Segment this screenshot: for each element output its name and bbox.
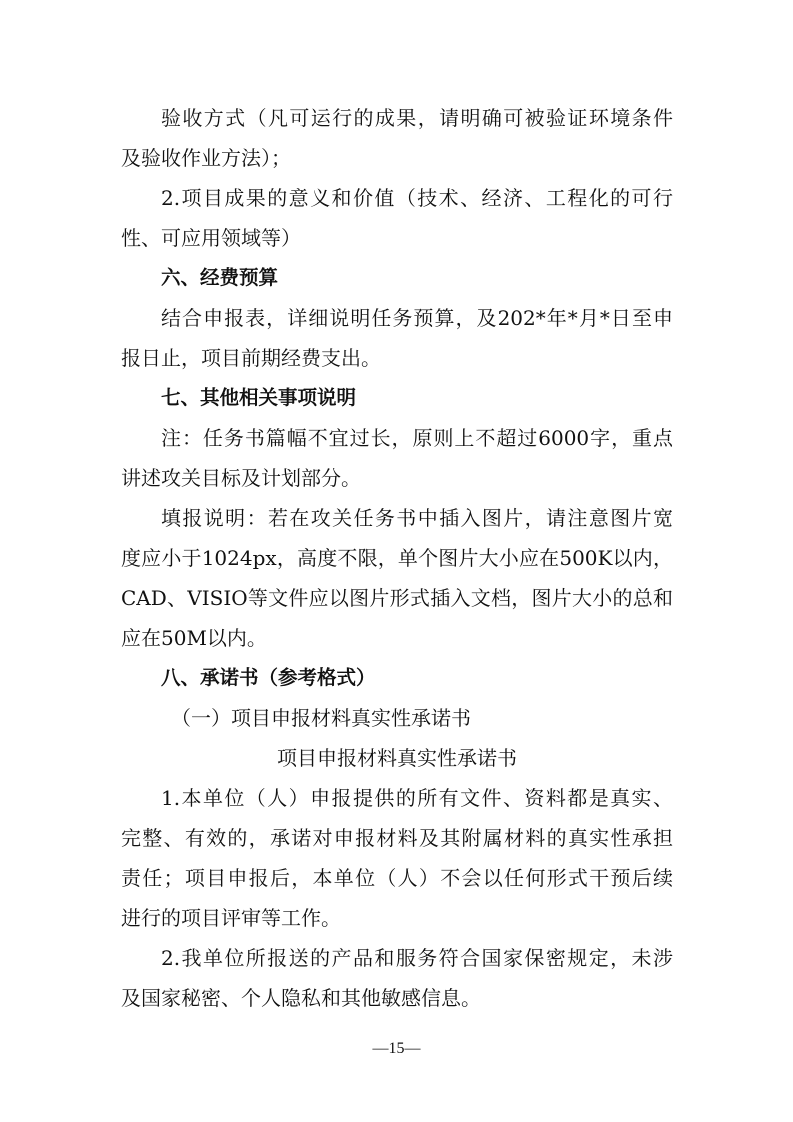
- paragraph-line: 填报说明：若在攻关任务书中插入图片，请注意图片宽: [161, 506, 673, 530]
- paragraph-line: 注：任务书篇幅不宜过长，原则上不超过6000字，重点: [161, 426, 673, 450]
- subsection-title: （一）项目申报材料真实性承诺书: [171, 706, 471, 730]
- paragraph-line: 结合申报表，详细说明任务预算，及202*年*月*日至申: [161, 306, 673, 330]
- paragraph-line: 讲述攻关目标及计划部分。: [121, 466, 361, 490]
- paragraph-line: 性、可应用领域等）: [121, 226, 301, 250]
- paragraph-line: 验收方式（凡可运行的成果，请明确可被验证环境条件: [161, 106, 673, 130]
- paragraph-line: 应在50M以内。: [121, 626, 267, 650]
- commitment-title: 项目申报材料真实性承诺书: [277, 746, 517, 770]
- paragraph-line: 2.项目成果的意义和价值（技术、经济、工程化的可行: [161, 186, 673, 210]
- paragraph-line: 2.我单位所报送的产品和服务符合国家保密规定，未涉: [161, 946, 673, 970]
- paragraph-line: 及国家秘密、个人隐私和其他敏感信息。: [121, 986, 481, 1010]
- document-body: [121, 98, 673, 1018]
- section-heading-budget: 六、经费预算: [161, 266, 279, 289]
- paragraph-line: 1.本单位（人）申报提供的所有文件、资料都是真实、: [161, 786, 673, 810]
- paragraph-line: 度应小于1024px，高度不限，单个图片大小应在500K以内，: [121, 546, 673, 570]
- page-number: —15—: [372, 1040, 421, 1057]
- paragraph-line: 及验收作业方法）；: [121, 146, 291, 170]
- paragraph-line: CAD、VISIO等文件应以图片形式插入文档，图片大小的总和: [121, 586, 673, 610]
- section-heading-other-matters: 七、其他相关事项说明: [161, 386, 357, 409]
- paragraph-line: 完整、有效的，承诺对申报材料及其附属材料的真实性承担: [121, 826, 673, 850]
- paragraph-line: 进行的项目评审等工作。: [121, 906, 341, 930]
- paragraph-line: 报日止，项目前期经费支出。: [121, 346, 381, 370]
- paragraph-line: 责任；项目申报后，本单位（人）不会以任何形式干预后续: [121, 866, 673, 890]
- section-heading-commitment: 八、承诺书（参考格式）: [161, 666, 376, 689]
